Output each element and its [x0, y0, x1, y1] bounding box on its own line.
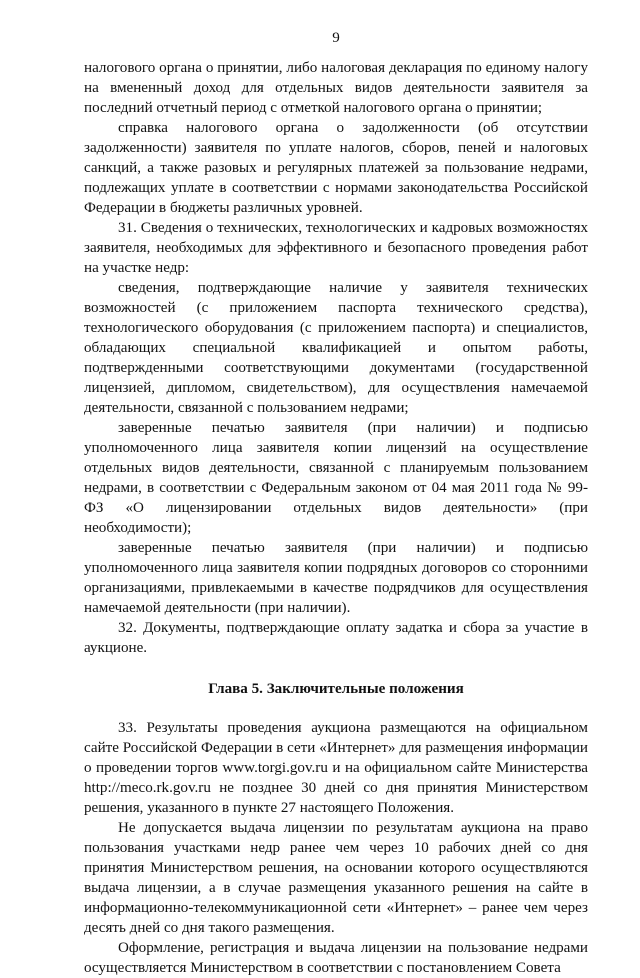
section-before-chapter	[84, 58, 588, 658]
chapter-title: Глава 5. Заключительные положения	[208, 681, 464, 697]
paragraph-item-33: 33. Результаты проведения аукциона размещаются на официальном сайте Российской Федерации в сети «Интернет» для размещения информации о проведении торгов www.torgi.gov.ru и на официальном сайте Министерства http://meco.rk.gov.ru не позднее 30 дней со дня принятия Министерством решения, указанного в пункте 27 настоящего Положения.	[84, 720, 588, 816]
paragraph-technical-capabilities: сведения, подтверждающие наличие у заявителя технических возможностей (с приложением паспорта технического средства), технологического оборудования (с приложением паспорта) и специалистов, обладающих специальной квалификацией и опытом работы, подтвержденными соответствующими документами (государственной лицензией, дипломом, свидетельством), для осуществления намечаемой деятельности, связанной с пользованием недрами;	[84, 280, 588, 416]
page-number: 9	[332, 30, 340, 46]
paragraph-item-31: 31. Сведения о технических, технологических и кадровых возможностях заявителя, необходимых для эффективного и безопасного проведения работ на участке недр:	[84, 220, 588, 276]
paragraph-license-registration: Оформление, регистрация и выдача лицензии на пользование недрами осуществляется Министерством в соответствии с постановлением Совета	[84, 940, 588, 976]
section-chapter-5	[84, 718, 588, 978]
paragraph-license-copies: заверенные печатью заявителя (при наличии) и подписью уполномоченного лица заявителя копии лицензий на осуществление отдельных видов деятельности, связанной с планируемым пользованием недрами, в соответствии с Федеральным законом от 04 мая 2011 года № 99-ФЗ «О лицензировании отдельных видов деятельности» (при необходимости);	[84, 420, 588, 536]
paragraph-contract-copies: заверенные печатью заявителя (при наличии) и подписью уполномоченного лица заявителя копии подрядных договоров со сторонними организациями, привлекаемыми в качестве подрядчиков для осуществления намечаемой деятельности (при наличии).	[84, 540, 588, 616]
paragraph-tax-declaration: налогового органа о принятии, либо налоговая декларация по единому налогу на вмененный доход для отдельных видов деятельности заявителя за последний отчетный период с отметкой налогового органа о принятии;	[84, 60, 588, 116]
paragraph-tax-certificate: справка налогового органа о задолженности (об отсутствии задолженности) заявителя по уплате налогов, сборов, пеней и налоговых санкций, а также разовых и регулярных платежей за пользование недрами, подлежащих уплате в соответствии с нормами законодательства Российской Федерации в бюджеты различных уровней.	[84, 120, 588, 216]
paragraph-license-restriction: Не допускается выдача лицензии по результатам аукциона на право пользования участками недр ранее чем через 10 рабочих дней со дня принятия Министерством решения, на основании которого осуществляются выдача лицензии, а в случае размещения указанного решения на сайте в информационно-телекоммуникационной сети «Интернет» – ранее чем через десять дней со дня такого размещения.	[84, 820, 588, 936]
paragraph-item-32: 32. Документы, подтверждающие оплату задатка и сбора за участие в аукционе.	[84, 620, 588, 656]
